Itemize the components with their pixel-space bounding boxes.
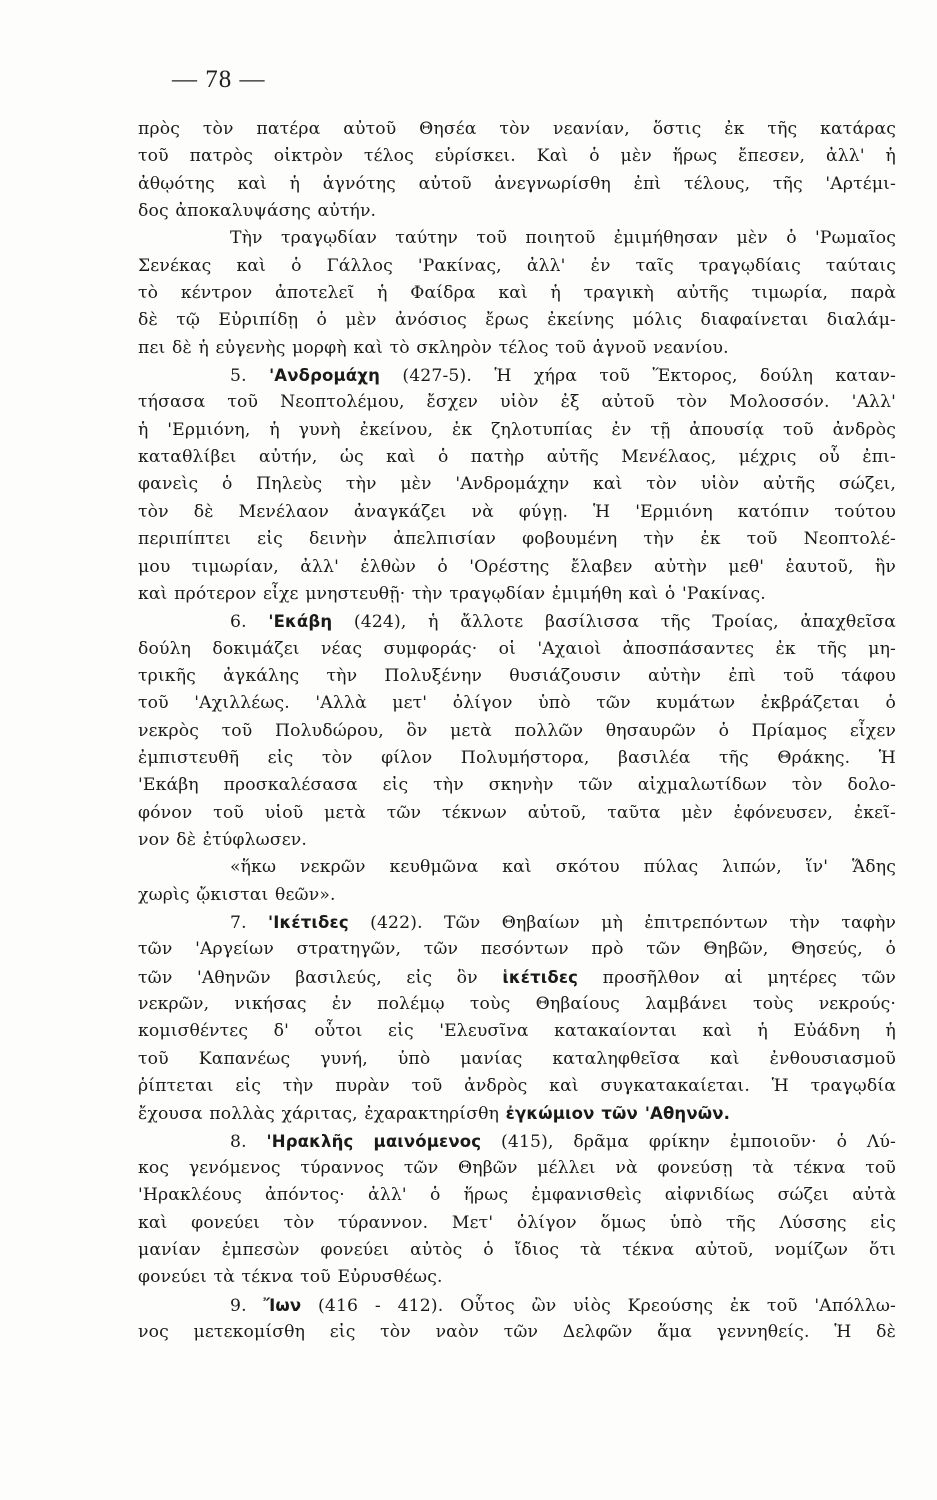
line-segment: (427-5). Ἡ χήρα τοῦ Ἕκτορος, δούλη καταν- xyxy=(380,366,897,387)
line-segment: (422). Τῶν Θηβαίων μὴ ἐπιτρεπόντων τὴν ταφὴν xyxy=(348,912,897,933)
text-line: νεκρῶν, νικήσας ἐν πολέμῳ τοὺς Θηβαίους λαμβάνει τοὺς νεκρούς· xyxy=(138,994,896,1014)
text-line xyxy=(138,909,896,936)
text-line xyxy=(138,964,896,991)
text-line: ῥίπτεται εἰς τὴν πυρὰν τοῦ ἀνδρὸς καὶ συγκατακαίεται. Ἡ τραγῳδία xyxy=(138,1076,896,1097)
text-line xyxy=(138,1100,896,1127)
text-line: ἡ 'Ερμιόνη, ἡ γυνὴ ἐκείνου, ἐκ ζηλοτυπίας ἐν τῇ ἀπουσίᾳ τοῦ ἀνδρὸς xyxy=(138,419,896,440)
text-line: τῶν 'Αργείων στρατηγῶν, τῶν πεσόντων πρὸ τῶν Θηβῶν, Θησεύς, ὁ xyxy=(138,939,896,960)
bold-title: 'Ικέτιδες xyxy=(268,912,349,932)
text-line: τοῦ Καπανέως γυνή, ὑπὸ μανίας καταληφθεῖσα καὶ ἐνθουσιασμοῦ xyxy=(138,1048,896,1069)
text-line xyxy=(138,1292,896,1319)
text-line: φονεύει τὰ τέκνα τοῦ Εὐρυσθέως. xyxy=(138,1267,443,1288)
text-line: τρικῆς ἀγκάλης τὴν Πολυξένην θυσιάζουσιν αὐτὴν ἐπὶ τοῦ τάφου xyxy=(138,665,896,686)
line-segment: (424), ἡ ἄλλοτε βασίλισσα τῆς Τροίας, ἀπαχθεῖσα xyxy=(332,612,896,633)
bold-title: 'Ανδρομάχη xyxy=(269,366,380,386)
text-line: περιπίπτει εἰς δεινὴν ἀπελπισίαν φοβουμένη τὴν ἐκ τοῦ Νεοπτολέ- xyxy=(138,529,896,550)
bold-title: ἐγκώμιον τῶν 'Αθηνῶν. xyxy=(505,1104,731,1124)
text-line: κομισθέντες δ' οὗτοι εἰς 'Ελευσῖνα κατακαίονται καὶ ἡ Εὐάδνη ἡ xyxy=(138,1021,896,1042)
text-line: πει δὲ ἡ εὐγενὴς μορφὴ καὶ τὸ σκληρὸν τέλος τοῦ ἁγνοῦ νεανίου. xyxy=(138,337,729,358)
text-line: Σενέκας καὶ ὁ Γάλλος 'Ρακίνας, ἀλλ' ἐν ταῖς τραγῳδίαις ταύταις xyxy=(138,255,896,276)
text-line: πρὸς τὸν πατέρα αὐτοῦ Θησέα τὸν νεανίαν, ὅστις ἐκ τῆς κατάρας xyxy=(138,119,896,139)
text-line: δος ἀποκαλυψάσης αὐτήν. xyxy=(138,201,377,222)
text-line: καὶ πρότερον εἶχε μνηστευθῇ· τὴν τραγῳδίαν ἐμιμήθη καὶ ὁ 'Ρακίνας. xyxy=(138,583,766,604)
text-line: 'Εκάβη προσκαλέσασα εἰς τὴν σκηνὴν τῶν αἰχμαλωτίδων τὸν δολο- xyxy=(138,775,896,796)
text-line: τοῦ 'Αχιλλέως. 'Αλλὰ μετ' ὀλίγον ὑπὸ τῶν κυμάτων ἐκβράζεται ὁ xyxy=(138,693,896,714)
bold-title: Ἴων xyxy=(263,1295,302,1315)
text-line: τήσασα τοῦ Νεοπτολέμου, ἔσχεν υἱὸν ἐξ αὐτοῦ τὸν Μολοσσόν. 'Αλλ' xyxy=(138,392,896,413)
text-line: δούλη δοκιμάζει νέας συμφοράς· οἱ 'Αχαιοὶ ἀποσπάσαντες ἐκ τῆς μη- xyxy=(138,638,896,659)
text-line: δὲ τῷ Εὐριπίδῃ ὁ μὲν ἀνόσιος ἔρως ἐκείνης μόλις διαφαίνεται διαλάμ- xyxy=(138,310,896,331)
text-line: τὸν δὲ Μενέλαον ἀναγκάζει νὰ φύγῃ. Ἡ 'Ερμιόνη κατόπιν τούτου xyxy=(138,501,896,522)
text-line: καταθλίβει αὐτήν, ὡς καὶ ὁ πατὴρ αὐτῆς Μενέλαος, μέχρις οὗ ἐπι- xyxy=(138,447,896,468)
text-line xyxy=(138,1128,896,1155)
line-segment: (416 - 412). Οὗτος ὢν υἱὸς Κρεούσης ἐκ τοῦ 'Απόλλω- xyxy=(301,1295,897,1316)
text-line: μου τιμωρίαν, ἀλλ' ἐλθὼν ὁ 'Ορέστης ἔλαβεν αὐτὴν μεθ' ἑαυτοῦ, ἣν xyxy=(138,556,896,577)
text-line xyxy=(138,362,896,389)
text-line: ἐμπιστευθῆ εἰς τὸν φίλον Πολυμήστορα, βασιλέα τῆς Θράκης. Ἡ xyxy=(138,747,896,768)
line-segment: (415), δρᾶμα φρίκην ἐμποιοῦν· ὁ Λύ- xyxy=(481,1131,897,1152)
text-line: Τὴν τραγῳδίαν ταύτην τοῦ ποιητοῦ ἐμιμήθησαν μὲν ὁ 'Ρωμαῖος xyxy=(230,228,896,249)
text-line: τοῦ πατρὸς οἰκτρὸν τέλος εὑρίσκει. Καὶ ὁ μὲν ἥρως ἔπεσεν, ἀλλ' ἡ xyxy=(138,146,896,167)
bold-title: 'Εκάβη xyxy=(268,612,333,632)
line-segment: προσῆλθον αἱ μητέρες τῶν xyxy=(578,967,896,988)
line-segment: 7. xyxy=(230,912,269,933)
text-line: χωρὶς ᾤκισται θεῶν». xyxy=(138,884,336,905)
text-line: 'Ηρακλέους ἀπόντος· ἀλλ' ὁ ἥρως ἐμφανισθεὶς αἰφνιδίως σώζει αὐτὰ xyxy=(138,1185,896,1206)
text-line: «ἥκω νεκρῶν κευθμῶνα καὶ σκότου πύλας λιπών, ἵν' Ἅδης xyxy=(230,857,896,878)
bold-title: ἱκέτιδες xyxy=(502,967,579,987)
text-line: φόνον τοῦ υἱοῦ μετὰ τῶν τέκνων αὐτοῦ, ταῦτα μὲν ἐφόνευσεν, ἐκεῖ- xyxy=(138,802,896,823)
line-segment: ἔχουσα πολλὰς χάριτας, ἐχαρακτηρίσθη xyxy=(138,1104,506,1125)
line-segment: 6. xyxy=(230,612,269,633)
text-line: φανεὶς ὁ Πηλεὺς τὴν μὲν 'Ανδρομάχην καὶ τὸν υἱὸν αὐτῆς σώζει, xyxy=(138,474,896,495)
line-segment: 9. xyxy=(230,1295,264,1316)
line-segment: τῶν 'Αθηνῶν βασιλεύς, εἰς ὃν xyxy=(138,967,503,988)
text-line: ἀθῳότης καὶ ἡ ἁγνότης αὐτοῦ ἀνεγνωρίσθη ἐπὶ τέλους, τῆς 'Αρτέμι- xyxy=(138,173,896,194)
bold-title: 'Ηρακλῆς μαινόμενος xyxy=(266,1131,482,1151)
text-line: καὶ φονεύει τὸν τύραννον. Μετ' ὀλίγον ὅμως ὑπὸ τῆς Λύσσης εἰς xyxy=(138,1212,896,1233)
text-line: τὸ κέντρον ἀποτελεῖ ἡ Φαίδρα καὶ ἡ τραγικὴ αὐτῆς τιμωρία, παρὰ xyxy=(138,283,896,304)
body-text xyxy=(138,116,896,1346)
text-line: μανίαν ἐμπεσὼν φονεύει αὐτὸς ὁ ἴδιος τὰ τέκνα αὐτοῦ, νομίζων ὅτι xyxy=(138,1240,896,1261)
text-line: νεκρὸς τοῦ Πολυδώρου, ὃν μετὰ πολλῶν θησαυρῶν ὁ Πρίαμος εἶχεν xyxy=(138,720,896,741)
text-line xyxy=(138,608,896,635)
line-segment: 8. xyxy=(230,1131,267,1152)
text-line: νον δὲ ἐτύφλωσεν. xyxy=(138,829,307,850)
line-segment: 5. xyxy=(230,366,270,387)
page-number: — 78 — xyxy=(172,66,266,93)
text-line: κος γενόμενος τύραννος τῶν Θηβῶν μέλλει νὰ φονεύσῃ τὰ τέκνα τοῦ xyxy=(138,1158,896,1179)
text-line: νος μετεκομίσθη εἰς τὸν ναὸν τῶν Δελφῶν ἅμα γεννηθείς. Ἡ δὲ xyxy=(138,1322,896,1343)
